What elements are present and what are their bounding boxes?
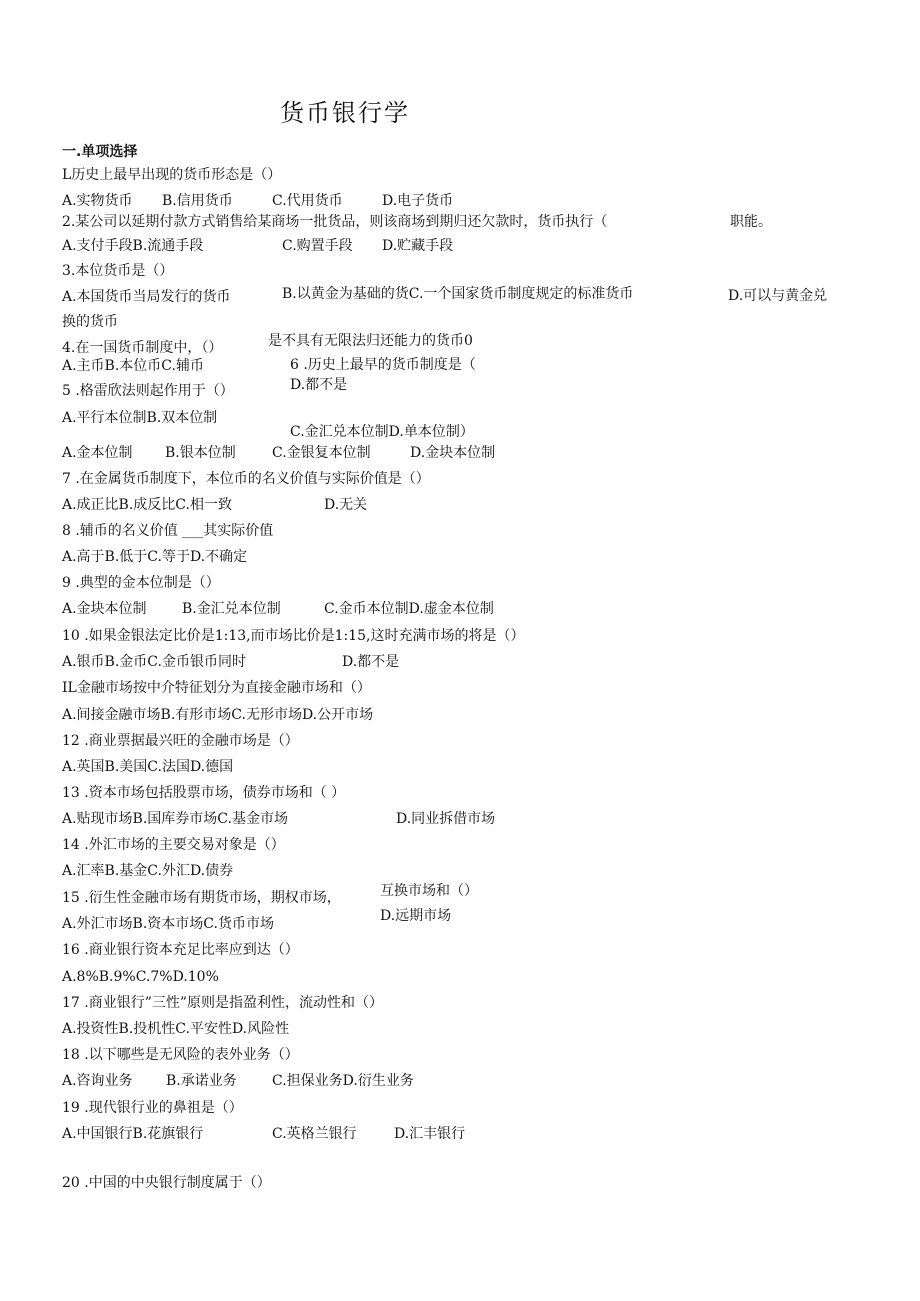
question-6: 6 .历史上最早的货币制度是（	[290, 357, 476, 373]
q15-option-d: D.远期市场	[380, 908, 452, 924]
q5-options-ab: A.平行本位制B.双本位制	[62, 410, 218, 426]
q5-options-cd: C.金汇兑本位制D.单本位制）	[290, 424, 474, 440]
q3-option-b-cont: 是不具有无限法归还能力的货币0	[268, 333, 473, 349]
q4-option-d: D.都不是	[290, 377, 348, 393]
q7-option-d: D.无关	[324, 497, 368, 513]
q1-option-b: B.信用货币	[162, 193, 233, 209]
question-5: 5 .格雷欣法则起作用于（）	[62, 383, 234, 399]
q13-option-d: D.同业拆借市场	[396, 811, 496, 827]
q16-options: A.8%B.9%C.7%D.10%	[62, 969, 219, 985]
q19-options-ab: A.中国银行B.花旗银行	[62, 1126, 204, 1142]
q2-option-d: D.贮藏手段	[382, 238, 454, 254]
q17-options: A.投资性B.投机性C.平安性D.风险性	[62, 1021, 290, 1037]
q3-options-bc: B.以黄金为基础的货C.一个国家货币制度规定的标准货币	[282, 286, 634, 302]
q6-option-a: A.金本位制	[62, 445, 133, 461]
q9-option-a: A.金块本位制	[62, 601, 147, 617]
q10-options-abc: A.银币B.金币C.金币银币同时	[62, 654, 246, 670]
question-1: L历史上最早出现的货币形态是（）	[62, 167, 282, 183]
document-title: 货币银行学	[280, 99, 410, 127]
q6-option-d: D.金块本位制	[410, 445, 496, 461]
q14-options: A.汇率B.基金C.外汇D.债券	[62, 863, 234, 879]
q18-option-a: A.咨询业务	[62, 1073, 133, 1089]
q19-option-d: D.汇丰银行	[394, 1126, 466, 1142]
q6-option-c: C.金银复本位制	[272, 445, 371, 461]
q9-options-cd: C.金币本位制D.虚金本位制	[324, 601, 494, 617]
section-heading: 一.单项选择	[62, 144, 138, 160]
q18-options-cd: C.担保业务D.衍生业务	[272, 1073, 414, 1089]
question-4: 4.在一国货币制度中，（）	[62, 340, 223, 356]
q3-option-a: A.本国货币当局发行的货币	[62, 289, 231, 305]
q18-option-b: B.承诺业务	[166, 1073, 237, 1089]
question-9: 9 .典型的金本位制是（）	[62, 575, 220, 591]
question-18: 18 .以下哪些是无风险的表外业务（）	[62, 1047, 299, 1063]
q8-options: A.高于B.低于C.等于D.不确定	[62, 549, 248, 565]
q2-options-ab: A.支付手段B.流通手段	[62, 238, 204, 254]
question-14: 14 .外汇市场的主要交易对象是（）	[62, 837, 285, 853]
question-15: 15 .衍生性金融市场有期货市场，期权市场，	[62, 890, 341, 906]
question-19: 19 .现代银行业的鼻祖是（）	[62, 1100, 243, 1116]
q3-option-d: D.可以与黄金兑	[728, 288, 828, 304]
q2-option-c: C.购置手段	[282, 238, 353, 254]
question-10: 10 .如果金银法定比价是1:13,而市场比价是1:15,这时充满市场的将是（）	[62, 628, 525, 644]
q11-options: A.间接金融市场B.有形市场C.无形市场D.公开市场	[62, 707, 374, 723]
q19-option-c: C.英格兰银行	[272, 1126, 357, 1142]
question-8: 8 .辅币的名义价值 ___其实际价值	[62, 523, 274, 539]
question-3: 3.本位货币是（）	[62, 263, 174, 279]
question-16: 16 .商业银行资本充足比率应到达（）	[62, 942, 299, 958]
q1-option-a: A.实物货币	[62, 193, 133, 209]
question-7: 7 .在金属货币制度下，本位币的名义价值与实际价值是（）	[62, 471, 430, 487]
q7-options-abc: A.成正比B.成反比C.相一致	[62, 497, 232, 513]
q3-option-a-cont: 换的货币	[62, 314, 118, 330]
q9-option-b: B.金汇兑本位制	[182, 601, 281, 617]
question-2: 2.某公司以延期付款方式销售给某商场一批货品，则该商场到期归还欠款时，货币执行（	[62, 214, 608, 230]
question-13: 13 .资本市场包括股票市场，债券市场和（ ）	[62, 785, 346, 801]
q1-option-d: D.电子货币	[382, 193, 454, 209]
q10-option-d: D.都不是	[342, 654, 400, 670]
question-2-tail: 职能。	[730, 214, 772, 230]
q6-option-b: B.银本位制	[165, 445, 236, 461]
question-11: IL金融市场按中介特征划分为直接金融市场和（）	[62, 680, 371, 696]
question-15-tail: 互换市场和（）	[380, 883, 478, 899]
q4-options-abc: A.主币B.本位币C.辅币	[62, 358, 204, 374]
question-12: 12 .商业票据最兴旺的金融市场是（）	[62, 733, 299, 749]
q12-options: A.英国B.美国C.法国D.德国	[62, 759, 234, 775]
q15-options-abc: A.外汇市场B.资本市场C.货币市场	[62, 916, 274, 932]
q1-option-c: C.代用货币	[272, 193, 343, 209]
question-20: 20 .中国的中央银行制度属于（）	[62, 1175, 271, 1191]
q13-options-abc: A.贴现市场B.国库券市场C.基金市场	[62, 811, 288, 827]
question-17: 17 .商业银行”三性”原则是指盈利性，流动性和（）	[62, 995, 384, 1011]
